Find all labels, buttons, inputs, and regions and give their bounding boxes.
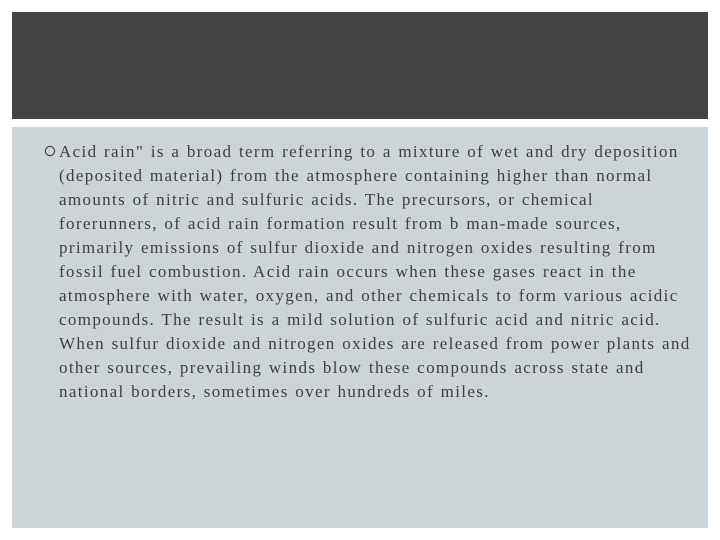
circle-bullet-icon	[44, 145, 56, 157]
slide-title-band	[12, 12, 708, 119]
slide-body-text: Acid rain" is a broad term referring to a mixture of wet and dry deposition (deposited material) from the atmosphere containing higher than normal amounts of nitric and sulfuric acids. The precursors, or chemical forerunners, of acid rain formation result from b man-made sources, primarily emissions of sulfur dioxide and nitrogen oxides resulting from fossil fuel combustion. Acid rain occurs when these gases react in the atmosphere with water, oxygen, and other chemicals to form various acidic compounds. The result is a mild solution of sulfuric acid and nitric acid. When sulfur dioxide and nitrogen oxides are released from power plants and other sources, prevailing winds blow these compounds across state and national borders, sometimes over hundreds of miles.	[59, 142, 691, 401]
